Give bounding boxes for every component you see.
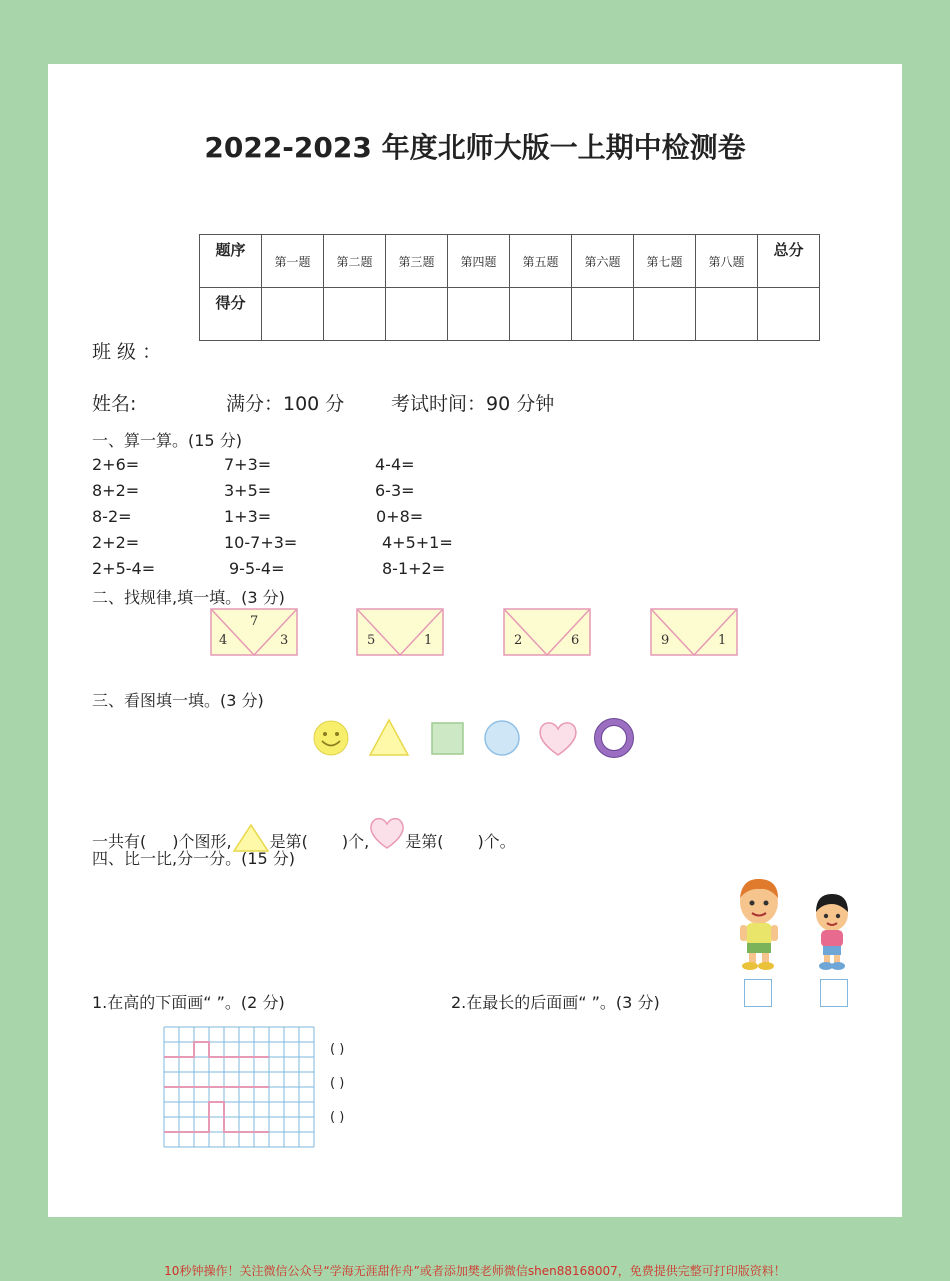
row-label-order: 题序	[200, 235, 262, 288]
answer-parens[interactable]: ( )	[330, 1076, 345, 1091]
score-table	[199, 234, 820, 341]
children-illustration	[730, 876, 860, 976]
score-cell[interactable]	[448, 288, 510, 341]
line-grid	[163, 1026, 315, 1148]
column-header: 第八题	[696, 235, 758, 288]
score-cell[interactable]	[510, 288, 572, 341]
envelope-number: 4	[219, 633, 228, 648]
question-text: 一共有(	[92, 832, 147, 851]
score-cell[interactable]	[572, 288, 634, 341]
score-table-score-row	[200, 288, 820, 341]
answer-parens[interactable]: ( )	[330, 1110, 345, 1125]
exam-paper	[48, 64, 902, 1217]
equation: 9-5-4=	[229, 559, 285, 578]
envelope-number: 5	[367, 633, 376, 648]
equation: 2+5-4=	[92, 559, 156, 578]
ring-icon	[595, 719, 634, 758]
question-text: )个。	[477, 832, 516, 851]
equation: 6-3=	[375, 481, 415, 500]
score-cell[interactable]	[386, 288, 448, 341]
square-icon	[432, 723, 463, 754]
exam-time: 考试时间：90 分钟	[391, 393, 555, 415]
equation: 8+2=	[92, 481, 140, 500]
envelope-number: 1	[718, 633, 727, 648]
envelope-number: 6	[571, 633, 580, 648]
column-header: 第六题	[572, 235, 634, 288]
line-1	[164, 1042, 269, 1057]
score-cell[interactable]	[758, 288, 820, 341]
section4-question2: 2.在最长的后面画“ ”。(3 分)	[451, 993, 660, 1012]
smiley-face-icon	[314, 721, 348, 755]
column-header: 第五题	[510, 235, 572, 288]
envelope-2	[356, 608, 444, 656]
equation: 2+2=	[92, 533, 140, 552]
equation: 3+5=	[224, 481, 272, 500]
answer-parens[interactable]: ( )	[330, 1042, 345, 1057]
heart-icon	[540, 723, 576, 755]
triangle-icon	[370, 720, 408, 755]
score-cell[interactable]	[262, 288, 324, 341]
column-header: 第四题	[448, 235, 510, 288]
page-title: 2022-2023 年度北师大版一上期中检测卷	[204, 131, 746, 164]
footer-promo: 10秒钟操作！关注微信公众号“学海无涯甜作舟”或者添加樊老师微信shen88168007，免费提供完整可打印版资料！	[164, 1264, 786, 1278]
section4-heading: 四、比一比,分一分。(15 分)	[92, 849, 296, 868]
equation: 2+6=	[92, 455, 140, 474]
section4-question1: 1.在高的下面画“ ”。(2 分)	[92, 993, 285, 1012]
column-header: 第一题	[262, 235, 324, 288]
envelope-number: 1	[424, 633, 433, 648]
equation: 0+8=	[376, 507, 424, 526]
short-boy-icon	[816, 894, 848, 970]
question-text: 是第(	[269, 832, 308, 851]
section1-heading: 一、算一算。(15 分)	[92, 431, 242, 450]
equation: 8-1+2=	[382, 559, 446, 578]
answer-box[interactable]	[744, 979, 772, 1007]
class-label: 班 级 ：	[92, 341, 162, 363]
envelope-number: 2	[514, 633, 523, 648]
tall-boy-icon	[740, 879, 778, 970]
equation: 1+3=	[224, 507, 272, 526]
envelope-3	[503, 608, 591, 656]
equation: 7+3=	[224, 455, 272, 474]
envelope-number: 3	[280, 633, 289, 648]
circle-icon	[485, 721, 519, 755]
envelope-1	[210, 608, 298, 656]
question-text: 是第(	[405, 832, 444, 851]
row-label-score: 得分	[200, 288, 262, 341]
column-header: 第二题	[324, 235, 386, 288]
question-text: )个图形,	[172, 832, 232, 851]
section2-heading: 二、找规律,填一填。(3 分)	[92, 588, 285, 607]
heart-icon	[369, 815, 405, 849]
question-text: )个,	[341, 832, 370, 851]
equation: 8-2=	[92, 507, 132, 526]
score-cell[interactable]	[696, 288, 758, 341]
score-cell[interactable]	[324, 288, 386, 341]
equation: 4-4=	[375, 455, 415, 474]
score-table-header-row	[200, 235, 820, 288]
answer-box[interactable]	[820, 979, 848, 1007]
full-marks: 满分：100 分	[226, 393, 345, 415]
envelope-number: 7	[250, 614, 259, 629]
equation: 10-7+3=	[224, 533, 298, 552]
name-label: 姓名:	[92, 393, 137, 415]
envelope-number: 9	[661, 633, 670, 648]
equation: 4+5+1=	[382, 533, 453, 552]
envelope-4	[650, 608, 738, 656]
column-header: 第三题	[386, 235, 448, 288]
shape-row	[310, 718, 640, 760]
section3-heading: 三、看图填一填。(3 分)	[92, 691, 264, 710]
comparison-lines	[164, 1042, 269, 1132]
column-header-total: 总分	[758, 235, 820, 288]
column-header: 第七题	[634, 235, 696, 288]
score-cell[interactable]	[634, 288, 696, 341]
